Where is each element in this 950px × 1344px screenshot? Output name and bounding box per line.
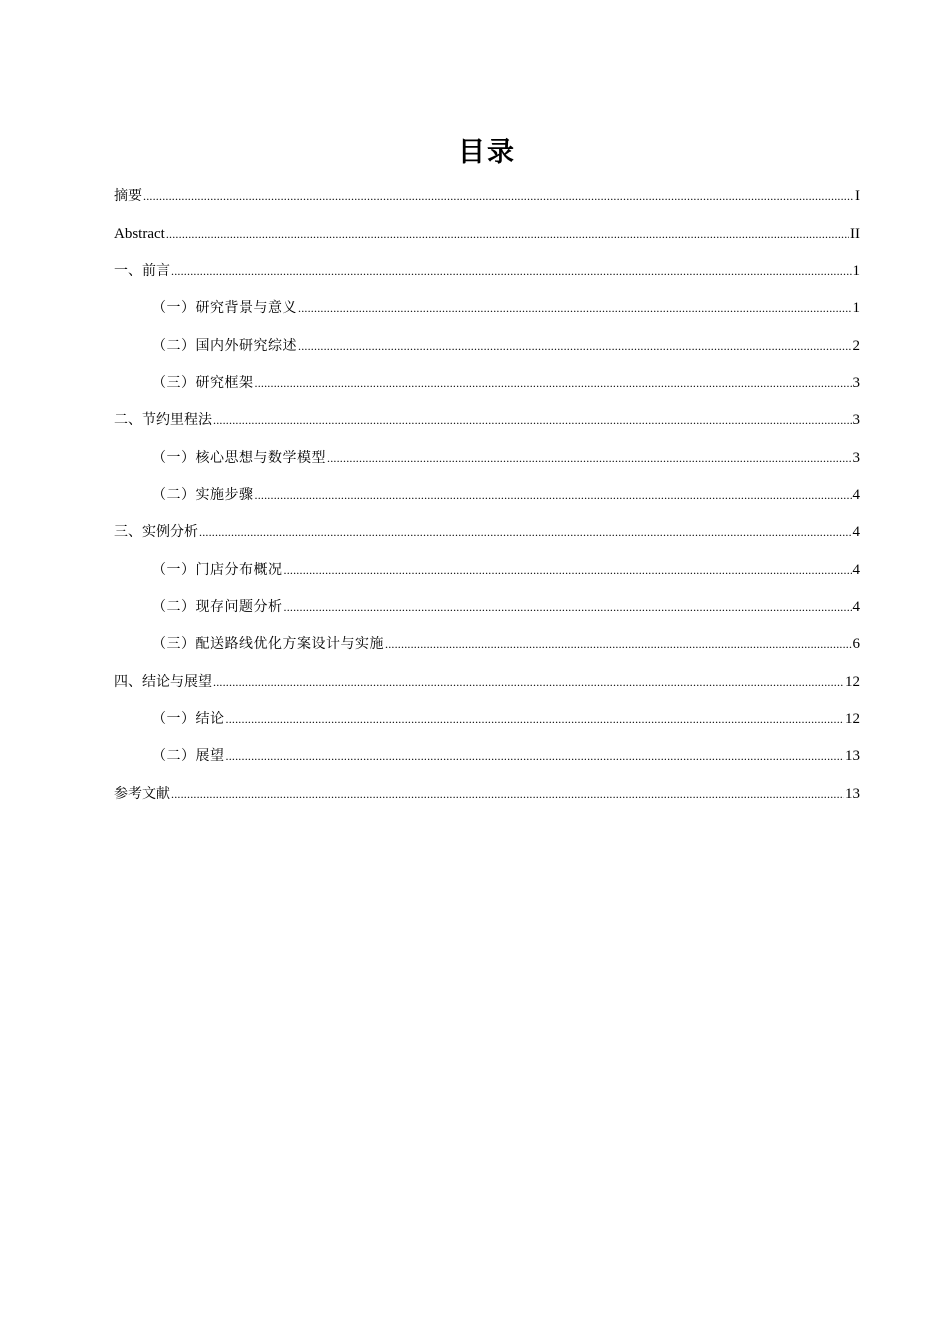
toc-entry-page: 3 (852, 375, 860, 391)
toc-entry-page: 1 (852, 263, 860, 279)
toc-entry-chapter-2[interactable] (114, 408, 860, 432)
dot-leader (226, 744, 845, 768)
toc-entry-section-1-2[interactable] (152, 334, 860, 358)
toc-entry-label: （二）展望 (152, 748, 225, 764)
toc-entry-section-1-1[interactable] (152, 296, 860, 320)
toc-entry-page: 12 (845, 711, 860, 727)
toc-entry-section-4-2[interactable] (152, 744, 860, 768)
toc-entry-page: 4 (852, 599, 860, 615)
dot-leader (298, 296, 852, 320)
dot-leader (143, 184, 854, 208)
dot-leader (213, 670, 844, 694)
toc-entry-label: 一、前言 (114, 263, 170, 279)
dot-leader (385, 632, 852, 656)
dot-leader (226, 707, 845, 731)
dot-leader (213, 408, 852, 432)
toc-entry-abstract-en[interactable] (114, 222, 860, 246)
toc-entry-page: 2 (852, 338, 860, 354)
dot-leader (255, 371, 852, 395)
page-title: 目录 (458, 137, 516, 168)
toc-entry-page: I (855, 188, 860, 204)
toc-entry-page: 4 (852, 524, 860, 540)
toc-entry-label: （二）实施步骤 (152, 487, 254, 503)
dot-leader (284, 558, 852, 582)
toc-entry-abstract-cn[interactable] (114, 184, 860, 208)
toc-entry-label: （三）配送路线优化方案设计与实施 (152, 636, 384, 652)
toc-entry-label: 四、结论与展望 (114, 674, 212, 690)
toc-entry-label: 三、实例分析 (114, 524, 198, 540)
toc-entry-page: 4 (852, 487, 860, 503)
toc-entry-label: （二）国内外研究综述 (152, 338, 297, 354)
dot-leader (327, 446, 852, 470)
dot-leader (166, 222, 849, 246)
toc-entry-page: 12 (845, 674, 860, 690)
toc-entry-page: 4 (852, 562, 860, 578)
toc-entry-section-2-1[interactable] (152, 446, 860, 470)
toc-entry-section-2-2[interactable] (152, 483, 860, 507)
toc-entry-section-1-3[interactable] (152, 371, 860, 395)
toc-entry-page: 13 (845, 786, 860, 802)
toc-entry-section-3-3[interactable] (152, 632, 860, 656)
toc-entry-page: II (850, 226, 860, 242)
toc-entry-label: 二、节约里程法 (114, 412, 212, 428)
toc-entry-references[interactable] (114, 782, 860, 806)
toc-entry-page: 3 (852, 450, 860, 466)
toc-entry-label: （二）现存问题分析 (152, 599, 283, 615)
toc-entry-chapter-4[interactable] (114, 670, 860, 694)
toc-entry-page: 6 (852, 636, 860, 652)
toc-entry-label: （一）结论 (152, 711, 225, 727)
dot-leader (171, 259, 852, 283)
toc-entry-chapter-3[interactable] (114, 520, 860, 544)
toc-entry-chapter-1[interactable] (114, 259, 860, 283)
toc-entry-section-3-2[interactable] (152, 595, 860, 619)
toc-entry-label: Abstract (114, 226, 165, 242)
toc-entry-section-4-1[interactable] (152, 707, 860, 731)
toc-entry-page: 13 (845, 748, 860, 764)
toc-entry-label: （一）研究背景与意义 (152, 300, 297, 316)
toc-entry-section-3-1[interactable] (152, 558, 860, 582)
dot-leader (255, 483, 852, 507)
dot-leader (284, 595, 852, 619)
dot-leader (298, 334, 852, 358)
dot-leader (171, 782, 844, 806)
toc-entry-page: 3 (852, 412, 860, 428)
toc-entry-label: （一）核心思想与数学模型 (152, 450, 326, 466)
toc-entry-label: 参考文献 (114, 786, 170, 802)
toc-entry-label: （一）门店分布概况 (152, 562, 283, 578)
toc-entry-label: 摘要 (114, 188, 142, 204)
dot-leader (199, 520, 852, 544)
toc-entry-label: （三）研究框架 (152, 375, 254, 391)
toc-entry-page: 1 (852, 300, 860, 316)
